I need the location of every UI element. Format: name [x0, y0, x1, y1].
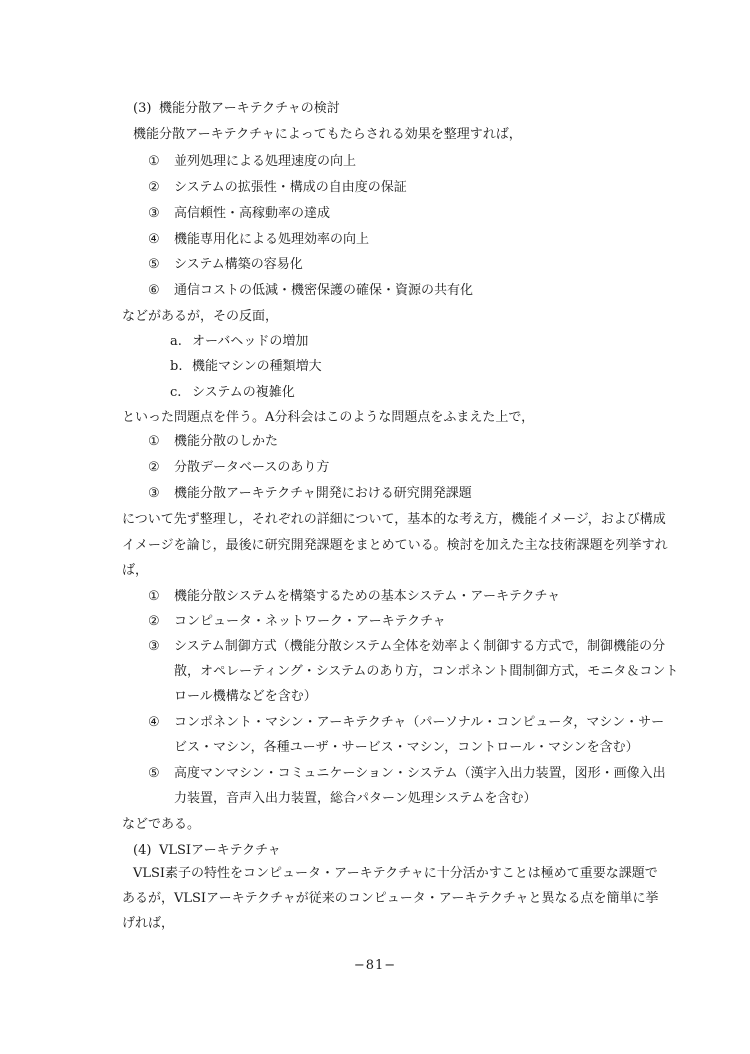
- paragraph-line: ば，: [122, 563, 149, 578]
- list-marker: c.: [170, 385, 182, 400]
- list-item-text: 機能マシンの種類増大: [192, 359, 322, 374]
- list-item-text: 機能専用化による処理効率の向上: [174, 232, 370, 247]
- list-item: [148, 589, 560, 605]
- list-item: [170, 385, 295, 401]
- list-marker: ②: [148, 180, 160, 195]
- list-item: [148, 486, 472, 502]
- list-item: [148, 180, 407, 196]
- list-item-text: コンピュータ・ネットワーク・アーキテクチャ: [174, 614, 446, 629]
- paragraph: 機能分散アーキテクチャによってもたらされる効果を整理すれば，: [133, 127, 522, 142]
- list-item-text: 機能分散のしかた: [174, 434, 279, 449]
- page-number: −81−: [353, 958, 397, 973]
- list-marker: ③: [148, 639, 160, 654]
- list-marker: a.: [170, 334, 182, 349]
- list-item: [148, 206, 330, 222]
- list-item-text: システムの拡張性・構成の自由度の保証: [174, 180, 407, 195]
- list-item-text: システム制御方式（機能分散システム全体を効率よく制御する方式で，制御機能の分: [174, 639, 666, 654]
- list-item: [148, 639, 665, 655]
- list-item-text: 分散データベースのあり方: [174, 460, 330, 475]
- section-title: VLSIアーキテクチャ: [159, 843, 281, 858]
- list-marker: ⑤: [148, 257, 160, 272]
- section-4-heading: [133, 843, 281, 859]
- list-item: [148, 715, 664, 731]
- list-marker: ①: [148, 154, 160, 169]
- section-number: (4): [133, 843, 152, 858]
- list-item-text: コンポネント・マシン・アーキテクチャ（パーソナル・コンピュータ，マシン・サー: [174, 715, 665, 730]
- list-marker: ⑤: [148, 766, 160, 781]
- list-item-continuation: ビス・マシン，各種ユーザ・サービス・マシン，コントロール・マシンを含む）: [174, 740, 639, 755]
- paragraph-line: イメージを論じ，最後に研究開発課題をまとめている。検討を加えた主な技術課題を列挙すれ: [122, 538, 668, 553]
- paragraph: などがあるが，その反面，: [122, 309, 279, 324]
- list-marker: ②: [148, 460, 160, 475]
- list-marker: b.: [170, 359, 183, 374]
- list-item-text: オーバヘッドの増加: [192, 334, 309, 349]
- list-item-continuation: ロール機構などを含む）: [174, 689, 317, 704]
- list-item-text: 機能分散アーキテクチャ開発における研究開発課題: [174, 486, 472, 501]
- list-marker: ④: [148, 715, 160, 730]
- list-item-text: 並列処理による処理速度の向上: [174, 154, 357, 169]
- list-marker: ④: [148, 232, 160, 247]
- list-item-text: 通信コストの低減・機密保護の確保・資源の共有化: [174, 283, 474, 298]
- list-marker: ③: [148, 486, 160, 501]
- list-item-text: 高度マンマシン・コミュニケーション・システム（漢字入出力装置，図形・画像入出: [174, 766, 666, 781]
- list-item-continuation: 散，オペレーティング・システムのあり方，コンポネント間制御方式，モニタ＆コント: [174, 664, 679, 679]
- list-item: [170, 359, 322, 375]
- list-item-text: システム構築の容易化: [174, 257, 303, 272]
- list-item: [148, 232, 369, 248]
- list-marker: ①: [148, 589, 160, 604]
- list-item: [148, 766, 666, 782]
- list-item: [148, 257, 303, 273]
- section-number: (3): [133, 101, 152, 116]
- list-marker: ⑥: [148, 283, 160, 298]
- list-item: [148, 460, 329, 476]
- list-item: [148, 154, 356, 170]
- list-marker: ②: [148, 614, 160, 629]
- list-marker: ①: [148, 434, 160, 449]
- paragraph: といった問題点を伴う。A分科会はこのような問題点をふまえた上で，: [122, 410, 535, 425]
- section-3-heading: [133, 101, 340, 117]
- list-item: [148, 614, 446, 630]
- list-item-text: 機能分散システムを構築するための基本システム・アーキテクチャ: [174, 589, 561, 604]
- list-item: [148, 434, 278, 450]
- section-title: 機能分散アーキテクチャの検討: [159, 101, 340, 116]
- list-item: [148, 283, 473, 299]
- paragraph-line: あるが，VLSIアーキテクチャが従来のコンピュータ・アーキテクチャと異なる点を簡単に挙: [122, 891, 659, 906]
- list-item-continuation: 力装置，音声入出力装置，総合パターン処理システムを含む）: [174, 791, 537, 806]
- list-item-text: システムの複雑化: [192, 385, 295, 400]
- list-marker: ③: [148, 206, 160, 221]
- paragraph-line: VLSI素子の特性をコンピュータ・アーキテクチャに十分活かすことは極めて重要な課題で: [133, 866, 658, 881]
- paragraph: などである。: [122, 817, 201, 832]
- list-item: [170, 334, 308, 350]
- list-item-text: 高信頼性・高稼動率の達成: [174, 206, 331, 221]
- paragraph-line: について先ず整理し，それぞれの詳細について，基本的な考え方，機能イメージ，および構成: [122, 512, 666, 527]
- paragraph-line: げれば，: [122, 916, 175, 931]
